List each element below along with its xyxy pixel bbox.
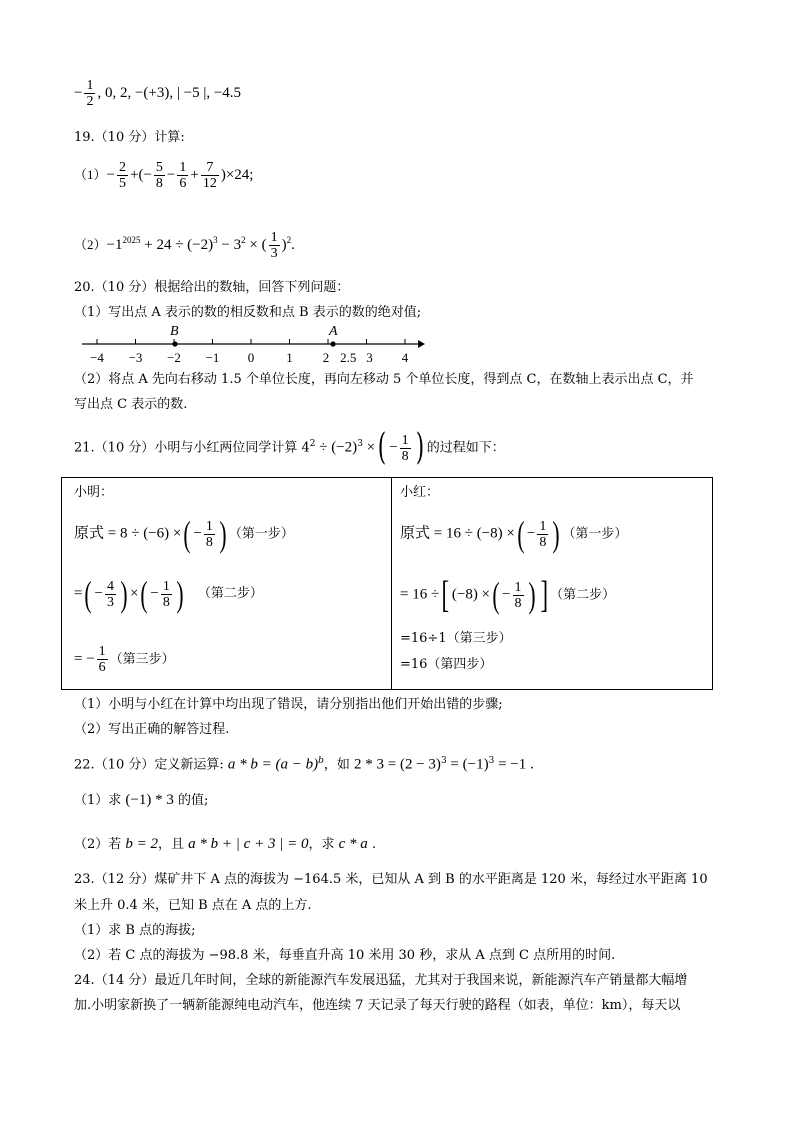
ming-name: 小明： (74, 485, 114, 500)
fraction: $\frac{1}{3}$ (270, 230, 278, 261)
hong-step2: = 16 ÷[ (−8) ×( − $\frac{1}{8}$ ) ] （第二步） (400, 574, 616, 616)
fraction: $\frac{1}{8}$ (205, 518, 213, 550)
tick-label: −1 (205, 350, 220, 365)
fraction: $\frac{7}{12}$ (202, 160, 217, 191)
point-b-dot (172, 341, 177, 346)
tick-label: 0 (247, 350, 255, 365)
tick-label: 1 (286, 350, 293, 365)
q20-title: 20.（10 分）根据给出的数轴，回答下列问题： (74, 280, 350, 295)
tick-label: −4 (90, 350, 104, 365)
tick-label: 2 (322, 350, 330, 365)
point-b-label: B (170, 324, 179, 339)
tick-label: 3 (366, 350, 373, 365)
q23-line1: 23.（12 分）煤矿井下 A 点的海拔为 −164.5 米，已知从 A 到 B 的水平距离是 120 米，每经过水平距离 10 (74, 872, 708, 887)
q24-line1: 24.（14 分）最近几年时间，全球的新能源汽车发展迅猛，尤其对于我国来说，新能源汽车产销量都大幅增 (74, 973, 688, 988)
q20-part2-line1: （2）将点 A 先向右移动 1.5 个单位长度，再向左移动 5 个单位长度，得到点 C，在数轴上表示出点 C，并 (74, 372, 694, 387)
q19-part1: （1）− $\frac{2}{5}$ +(− $\frac{5}{8}$ − $\frac{1}{6}$ + $\frac{7}{12}$ )×24; (74, 160, 254, 191)
q20-part2-line2: 写出点 C 表示的数. (74, 397, 188, 412)
tick-label: −2 (167, 350, 181, 365)
q18-number-list: − $\frac{1}{2}$ , 0, 2, −(+3), | −5 |, −4.5 (74, 78, 242, 109)
hong-step4: =16（第四步） (400, 657, 493, 672)
ming-step2: =( − $\frac{4}{3}$ ) ×( − $\frac{1}{8}$ ) （第二步） (74, 574, 263, 614)
q22-part2: （2）若 b = 2，且 a * b + | c + 3 | = 0，求 c * a . (74, 836, 377, 852)
fraction: $\frac{4}{3}$ (106, 578, 114, 610)
solution-table (61, 477, 713, 690)
point-a-dot (330, 341, 335, 346)
ming-step3: = − $\frac{1}{6}$ （第三步） (74, 644, 175, 675)
fraction: $\frac{1}{8}$ (539, 518, 547, 550)
q22-title: 22.（10 分）定义新运算: $a * b = (a - b)^b$，如 $2 * 3 = (2 - 3)^3 = (-1)^3 = -1$ . (74, 756, 534, 773)
q21-part1: （1）小明与小红在计算中均出现了错误，请分别指出他们开始出错的步骤; (74, 697, 503, 712)
fraction: $\frac{1}{2}$ (86, 78, 94, 109)
point-a-label: A (329, 324, 338, 339)
number-line (80, 320, 425, 368)
q23-part1: （1）求 B 点的海拔; (74, 923, 196, 938)
tick-label: 2.5 (340, 350, 357, 365)
tick-label: −3 (128, 350, 143, 365)
q23-part2: （2）若 C 点的海拔为 −98.8 米，每垂直升高 10 米用 30 秒，求从 A 点到 C 点所用的时间. (74, 948, 616, 963)
hong-name: 小红： (400, 485, 440, 500)
q19-part2: $(2)-1^{2025} + 24 \div (-2)^3 - 3^2$ × ( $\frac{1}{3}$ )$^2$. (74, 230, 295, 261)
q24-line2: 加.小明家新换了一辆新能源纯电动汽车，他连续 7 天记录了每天行驶的路程（如表，单位：km），每天以 (74, 998, 681, 1013)
fraction: $\frac{5}{8}$ (155, 160, 163, 191)
fraction: $\frac{2}{5}$ (118, 160, 126, 191)
fraction: $\frac{1}{8}$ (162, 578, 170, 610)
fraction: $\frac{1}{8}$ (401, 432, 409, 464)
q20-part1: （1）写出点 A 表示的数的相反数和点 B 表示的数的绝对值; (74, 305, 422, 320)
tick-label: 4 (401, 350, 409, 365)
q21-part2: （2）写出正确的解答过程. (74, 722, 230, 737)
q21-title: 21.（10 分）小明与小红两位同学计算 $4^2 \div (-2)^3$ ×( − $\frac{1}{8}$ ) 的过程如下： (74, 427, 505, 468)
ming-step1: 原式 = 8 ÷ (−6) ×( − $\frac{1}{8}$ ) （第一步） (74, 514, 294, 554)
arrow-head (418, 340, 425, 348)
hong-step1: 原式 = 16 ÷ (−8) ×( − $\frac{1}{8}$ ) （第一步） (400, 514, 628, 554)
fraction: $\frac{1}{6}$ (98, 644, 106, 675)
q19-title: 19.（10 分）计算: (74, 130, 185, 145)
fraction: $\frac{1}{8}$ (514, 579, 522, 611)
column-divider (391, 478, 392, 689)
q23-line2: 米上升 0.4 米，已知 B 点在 A 点的上方. (74, 898, 312, 913)
q22-part1: （1）求 (−1) * 3 的值; (74, 792, 209, 808)
hong-step3: =16÷1（第三步） (400, 631, 512, 646)
fraction: $\frac{1}{6}$ (179, 160, 187, 191)
